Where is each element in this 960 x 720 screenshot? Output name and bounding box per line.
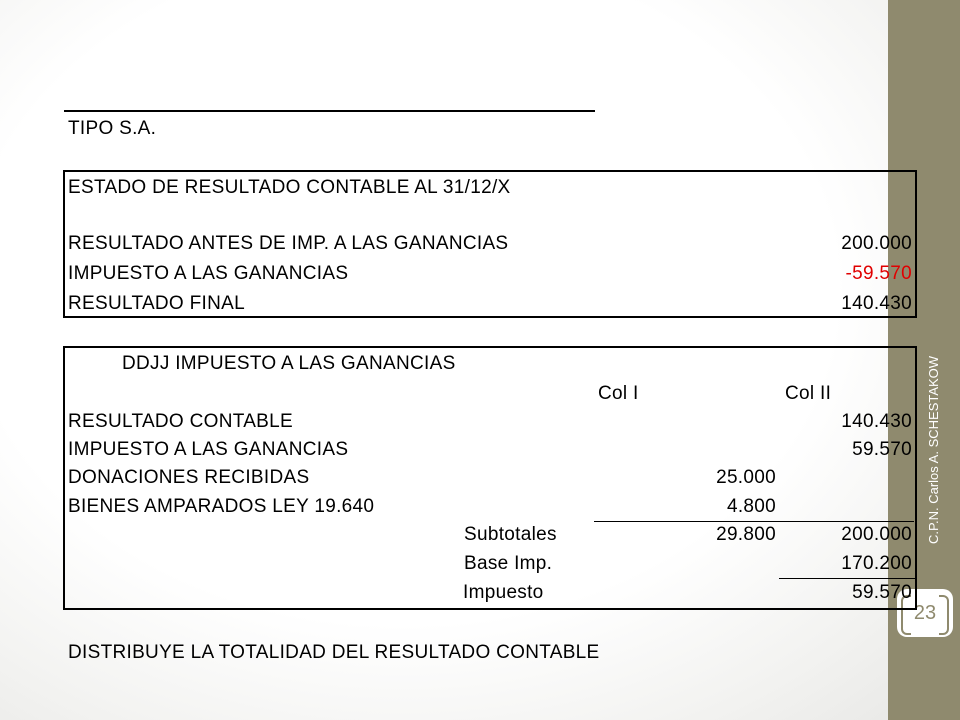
base-rule	[779, 578, 915, 579]
company-name: TIPO S.A.	[68, 118, 157, 139]
statement-row-value-negative: -59.570	[845, 263, 912, 284]
tax-col2: 59.570	[852, 582, 912, 603]
base-col2: 170.200	[841, 553, 912, 574]
ddjj-row-col1: 25.000	[716, 467, 776, 488]
ddjj-row-col1: 4.800	[726, 496, 776, 517]
conclusion-text: DISTRIBUYE LA TOTALIDAD DEL RESULTADO CONTABLE	[68, 642, 600, 663]
ddjj-row-label: DONACIONES RECIBIDAS	[68, 467, 310, 488]
statement-row-label: RESULTADO ANTES DE IMP. A LAS GANANCIAS	[68, 233, 509, 254]
col1-header: Col I	[598, 383, 639, 404]
subtotals-col1: 29.800	[716, 524, 776, 545]
ddjj-row-col2: 59.570	[852, 439, 912, 460]
base-label: Base Imp.	[464, 553, 553, 574]
statement-title: ESTADO DE RESULTADO CONTABLE AL 31/12/X	[68, 177, 511, 198]
footer-author: C.P.N. Carlos A. SCHESTAKOW	[926, 355, 941, 544]
company-top-rule	[64, 110, 595, 112]
subtotal-rule	[594, 521, 914, 522]
statement-row-value: 200.000	[841, 233, 912, 254]
subtotals-col2: 200.000	[841, 524, 912, 545]
ddjj-row-label: IMPUESTO A LAS GANANCIAS	[68, 439, 349, 460]
statement-row-value: 140.430	[841, 293, 912, 314]
ddjj-row-col2: 140.430	[841, 411, 912, 432]
ddjj-row-label: BIENES AMPARADOS LEY 19.640	[68, 496, 375, 517]
tax-label: Impuesto	[463, 582, 544, 603]
subtotals-label: Subtotales	[464, 524, 557, 545]
col2-header: Col II	[785, 383, 832, 404]
ddjj-row-label: RESULTADO CONTABLE	[68, 411, 293, 432]
ddjj-title: DDJJ IMPUESTO A LAS GANANCIAS	[122, 353, 456, 374]
slide-number: 23	[897, 589, 953, 637]
statement-row-label: RESULTADO FINAL	[68, 293, 245, 314]
statement-row-label: IMPUESTO A LAS GANANCIAS	[68, 263, 349, 284]
